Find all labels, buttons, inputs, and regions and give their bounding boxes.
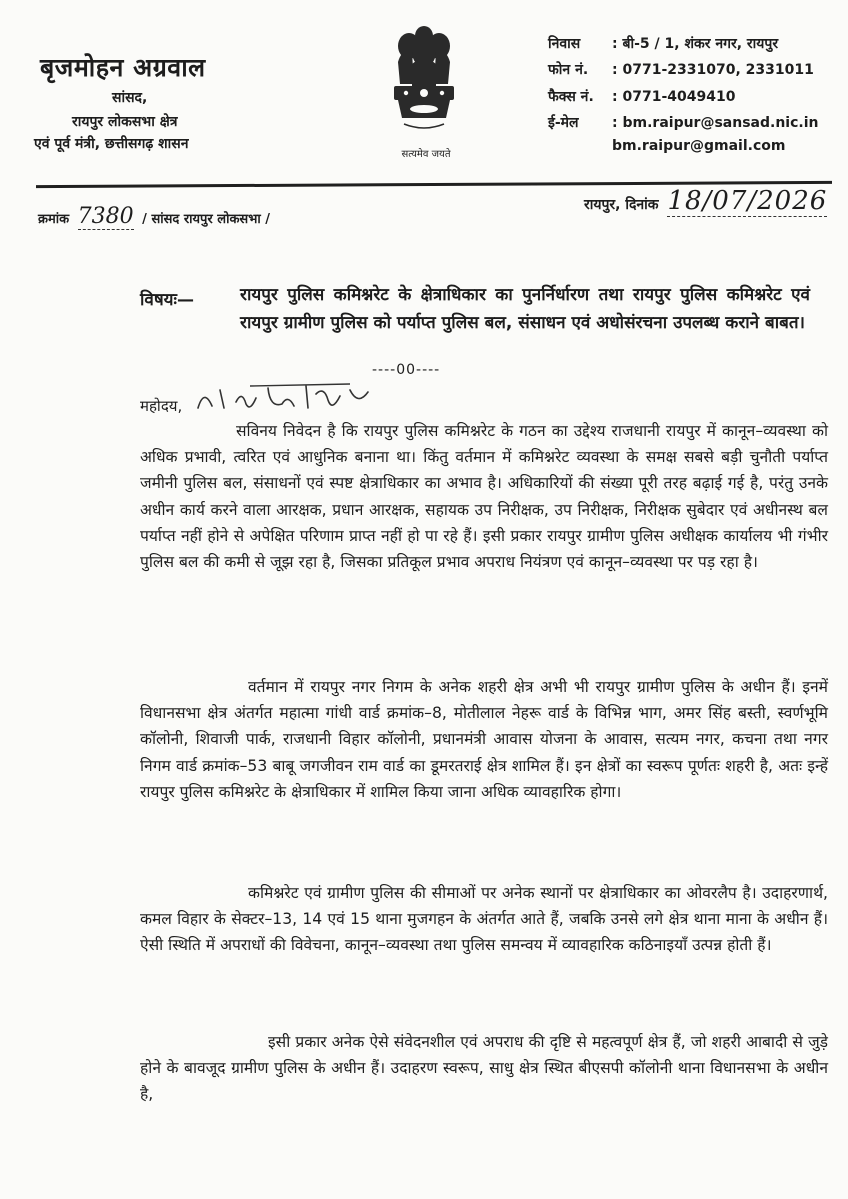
phone-value: 0771-2331070, 2331011 <box>622 62 814 78</box>
handwritten-annotation-icon <box>190 378 390 420</box>
date-value: 18/07/2026 <box>667 186 828 216</box>
contact-email: ई-मेल : bm.raipur@sansad.nic.in <box>548 115 819 131</box>
paragraph-text: कमिश्नरेट एवं ग्रामीण पुलिस की सीमाओं पर अनेक स्थानों पर क्षेत्राधिकार का ओवरलैप है। उदाहरणार्थ, कमल विहार के सेक्टर–13, 14 एवं 15 थाना मुजगहन के अंतर्गत आते हैं, जबकि उनसे लगे क्षेत्र थाना माना के अधीन हैं। ऐसी स्थिति में अपराधों की विवेचना, कानून–व्यवस्था तथा पुलिस समन्वय में व्यावहारिक कठिनाइयाँ उत्पन्न होती हैं। <box>140 884 828 955</box>
national-emblem-icon <box>384 22 464 140</box>
paragraph-text: वर्तमान में रायपुर नगर निगम के अनेक शहरी क्षेत्र अभी भी रायपुर ग्रामीण पुलिस के अधीन हैं। इनमें विधानसभा क्षेत्र अंतर्गत महात्मा गांधी वार्ड क्रमांक–8, मोतीलाल नेहरू वार्ड के विभिन्न भाग, अमर सिंह बस्ती, स्वर्णभूमि कॉलोनी, शिवाजी पार्क, राजधानी विहार कॉलोनी, प्रधानमंत्री आवास योजना के आवास, सत्यम नगर, कचना तथा नगर निगम वार्ड क्रमांक–53 बाबू जगजीवन राम वार्ड का डूमरतराई क्षेत्र शामिल हैं। इन क्षेत्रों का स्वरूप पूर्णतः शहरी है, अतः इन्हें रायपुर पुलिस कमिश्नरेट के क्षेत्राधिकार में शामिल किया जाना अधिक व्यावहारिक होगा। <box>140 678 828 801</box>
email-value-1: bm.raipur@sansad.nic.in <box>622 115 819 131</box>
phone-label: फोन नं. <box>548 62 589 78</box>
fax-label: फैक्स नं. <box>548 89 594 105</box>
date-line <box>584 186 827 217</box>
salutation: महोदय, <box>140 397 183 415</box>
email-label: ई-मेल <box>548 115 579 131</box>
reference-number: 7380 <box>77 204 134 229</box>
residence-label: निवास <box>548 36 581 52</box>
sender-designation: सांसद, <box>112 90 148 106</box>
subject-label: विषयः— <box>140 290 194 310</box>
contact-fax: फैक्स नं. : 0771-4049410 <box>548 89 736 105</box>
sender-former-role: एवं पूर्व मंत्री, छत्तीसगढ़ शासन <box>34 136 189 152</box>
contact-phone: फोन नं. : 0771-2331070, 2331011 <box>548 62 814 78</box>
email-value-2: bm.raipur@gmail.com <box>612 138 786 154</box>
contact-residence: निवास : बी-5 / 1, शंकर नगर, रायपुर <box>548 36 779 52</box>
subject-separator: ----00---- <box>372 362 441 378</box>
body-paragraph-1 <box>140 418 828 575</box>
residence-value: बी-5 / 1, शंकर नगर, रायपुर <box>622 36 779 52</box>
sender-name: बृजमोहन अग्रवाल <box>40 53 206 82</box>
body-paragraph-2 <box>140 674 828 805</box>
reference-label: क्रमांक <box>38 212 70 227</box>
sender-constituency: रायपुर लोकसभा क्षेत्र <box>72 114 178 130</box>
body-paragraph-3 <box>140 880 828 959</box>
date-label: रायपुर, दिनांक <box>584 197 659 213</box>
fax-value: 0771-4049410 <box>622 89 736 105</box>
reference-line <box>38 204 270 230</box>
reference-suffix: / सांसद रायपुर लोकसभा / <box>142 212 271 227</box>
paragraph-text: सविनय निवेदन है कि रायपुर पुलिस कमिश्नरेट के गठन का उद्देश्य राजधानी रायपुर में कानून–व्यवस्था को अधिक प्रभावी, त्वरित एवं आधुनिक बनाना था। किंतु वर्तमान में कमिश्नरेट व्यवस्था के समक्ष सबसे बड़ी चुनौती पर्याप्त जमीनी पुलिस बल, संसाधनों एवं स्पष्ट क्षेत्राधिकार का अभाव है। अधिकारियों की संख्या पूरी तरह बढ़ाई गई है, परंतु उनके अधीन कार्य करने वाला आरक्षक, प्रधान आरक्षक, सहायक उप निरीक्षक, उप निरीक्षक, निरीक्षक सुबेदार एवं अधीनस्थ बल पर्याप्त नहीं होने से अपेक्षित परिणाम प्राप्त नहीं हो पा रहे हैं। इसी प्रकार रायपुर ग्रामीण पुलिस अधीक्षक कार्यालय भी गंभीर पुलिस बल की कमी से जूझ रहा है, जिसका प्रतिकूल प्रभाव अपराध नियंत्रण एवं कानून–व्यवस्था पर पड़ रहा है। <box>140 422 828 572</box>
subject-text: रायपुर पुलिस कमिश्नरेट के क्षेत्राधिकार का पुनर्निर्धारण तथा रायपुर पुलिस कमिश्नरेट एवं रायपुर ग्रामीण पुलिस को पर्याप्त पुलिस बल, संसाधन एवं अधोसंरचना उपलब्ध कराने बाबत। <box>240 285 810 333</box>
paragraph-text: इसी प्रकार अनेक ऐसे संवेदनशील एवं अपराध की दृष्टि से महत्वपूर्ण क्षेत्र हैं, जो शहरी आबादी से जुड़े होने के बावजूद ग्रामीण पुलिस के अधीन हैं। उदाहरण स्वरूप, साधु क्षेत्र स्थित बीएसपी कॉलोनी थाना विधानसभा के अधीन है, <box>140 1033 828 1104</box>
body-paragraph-4 <box>140 1029 828 1108</box>
emblem-motto: सत्यमेव जयते <box>401 149 451 160</box>
